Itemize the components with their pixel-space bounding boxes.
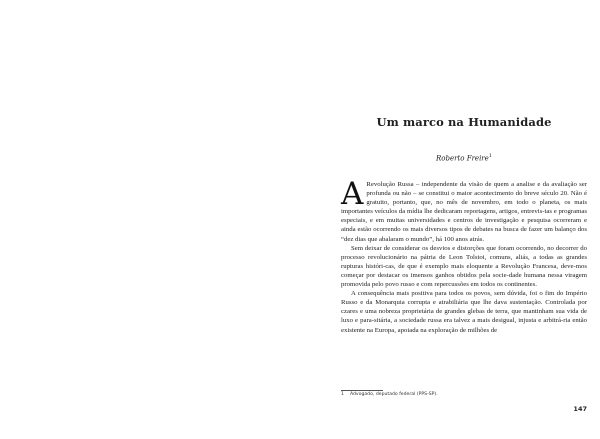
footnote-number: 1: [341, 392, 344, 397]
paragraph-1-text: Revolução Russa – independente da visão de quem a analise e da avaliação ser profunda ou não – se constitui o maior acontecimento do breve século 20. Não é gratuito, portanto, que, no mês de novembro, em todo o planeta, os mais importantes veículos da mídia lhe dedicaram reportagens, artigos, entrevis-tas e programas especiais, e em muitas universidades e centros de investigação e pesquisa ocorreram e ainda estão ocorrendo os mais diversos tipos de debates na busca de fazer um balanço dos “dez dias que abalaram o mundo”, há 100 anos atrás.: [341, 181, 587, 243]
footnote-divider: [341, 390, 383, 391]
paragraph-1: [341, 176, 587, 244]
article-author: [341, 153, 587, 162]
author-name: Roberto Freire: [436, 154, 489, 163]
author-footnote-ref: 1: [488, 153, 492, 159]
article-title: Um marco na Humanidade: [376, 115, 552, 129]
footnote: [341, 392, 587, 397]
drop-cap: A: [341, 176, 364, 212]
page-number: 147: [573, 405, 587, 413]
article-body: [341, 176, 587, 335]
footnote-text: Advogado, deputado federal (PPS-SP).: [349, 392, 438, 397]
paragraph-2: Sem deixar de considerar os desvios e distorções que foram ocorrendo, no decorrer do processo revolucionário na pátria de Leon Tolstoi, comuns, aliás, a todas as grandes rupturas históri-cas, de que é exemplo mais eloquente a Revolução Francesa, deve-mos começar por destacar os imensos ganhos obtidos pela socie-dade humana nessa viragem promovida pelo povo russo e com repercussões em todos os continentes.: [341, 244, 587, 289]
paragraph-3: A consequência mais positiva para todos os povos, sem dúvida, foi o fim do Império Russo e da Monarquia corrupta e atrabiliária que lhe dava sustentação. Controlada por czares e uma nobreza proprietária de grandes glebas de terra, que mantinham sua vida de luxo e para-sitária, a sociedade russa era talvez a mais desigual, injusta e arbitrá-ria então existente na Europa, apoiada na exploração de milhões de: [341, 290, 587, 334]
